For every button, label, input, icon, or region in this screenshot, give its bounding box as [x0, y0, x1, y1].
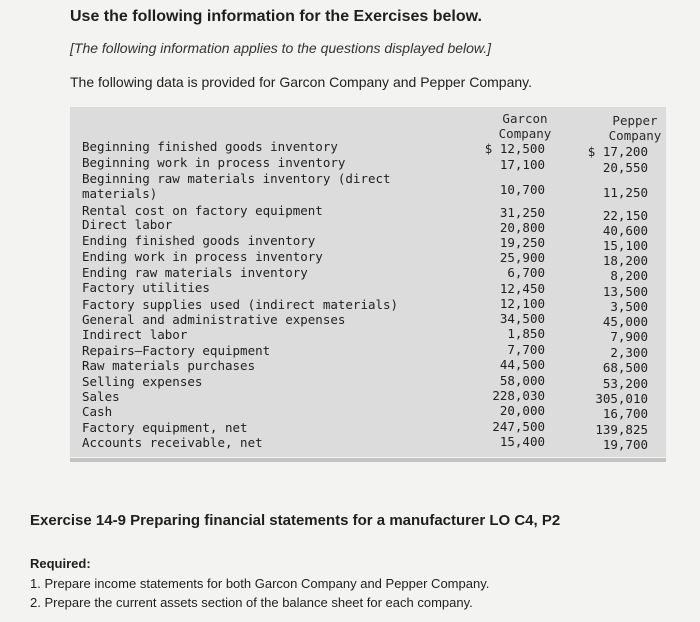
row-label: Direct labor: [82, 217, 173, 232]
data-table: [70, 107, 666, 457]
garcon-value: 10,700: [499, 182, 545, 197]
column-header-garcon: Garcon Company: [498, 111, 552, 141]
row-label: Ending work in process inventory: [82, 249, 323, 264]
row-label: Beginning finished goods inventory: [82, 139, 338, 154]
pepper-value: 7,900: [610, 329, 648, 344]
row-label: Factory equipment, net: [82, 420, 248, 435]
garcon-value: 7,700: [507, 342, 545, 357]
pepper-value: 139,825: [595, 422, 648, 437]
garcon-value: 12,450: [499, 281, 545, 296]
garcon-value: 12,100: [499, 296, 545, 311]
row-label: Repairs—Factory equipment: [82, 343, 271, 358]
row-label: Beginning work in process inventory: [82, 155, 346, 170]
garcon-value: 58,000: [499, 373, 545, 388]
page-heading: Use the following information for the Exercises below.: [70, 8, 482, 25]
pepper-value: 3,500: [610, 299, 648, 314]
pepper-value: 13,500: [602, 284, 648, 299]
garcon-value: 17,100: [499, 157, 545, 172]
pepper-value: 18,200: [602, 253, 648, 268]
garcon-value: 31,250: [499, 205, 545, 220]
row-label: Beginning raw materials inventory (direct materials): [82, 171, 391, 201]
requirement-2: 2. Prepare the current assets section of the balance sheet for each company.: [30, 595, 473, 610]
info-note: [The following information applies to the questions displayed below.]: [70, 40, 492, 56]
garcon-value: 19,250: [499, 235, 545, 250]
garcon-value: 15,400: [499, 434, 545, 449]
garcon-value: 1,850: [507, 326, 545, 341]
requirement-1: 1. Prepare income statements for both Garcon Company and Pepper Company.: [30, 576, 490, 591]
pepper-value: 45,000: [602, 314, 648, 329]
intro-text: The following data is provided for Garcon Company and Pepper Company.: [70, 74, 532, 90]
pepper-value: 15,100: [602, 238, 648, 253]
garcon-value: 20,800: [499, 220, 545, 235]
garcon-value: 20,000: [499, 403, 545, 418]
row-label: Selling expenses: [82, 374, 203, 389]
pepper-value: 16,700: [602, 406, 648, 421]
row-label: Raw materials purchases: [82, 358, 256, 373]
pepper-value: 19,700: [602, 437, 648, 452]
row-label: Rental cost on factory equipment: [82, 203, 323, 218]
pepper-value: 305,010: [595, 391, 648, 406]
pepper-value: 20,550: [602, 160, 648, 175]
row-label: Sales: [82, 389, 120, 404]
garcon-value: $ 12,500: [484, 141, 545, 156]
pepper-value: 68,500: [602, 360, 648, 375]
pepper-value: 11,250: [602, 185, 648, 200]
row-label: Factory supplies used (indirect materials): [82, 297, 399, 312]
row-label: Indirect labor: [82, 327, 188, 342]
pepper-value: 2,300: [610, 345, 648, 360]
garcon-value: 228,030: [492, 388, 545, 403]
garcon-value: 6,700: [507, 265, 545, 280]
pepper-value: 40,600: [602, 223, 648, 238]
row-label: General and administrative expenses: [82, 312, 346, 327]
garcon-value: 247,500: [492, 419, 545, 434]
row-label: Factory utilities: [82, 280, 210, 295]
row-label: Ending raw materials inventory: [82, 265, 308, 280]
exercise-title: Exercise 14-9 Preparing financial statements for a manufacturer LO C4, P2: [30, 512, 561, 529]
pepper-value: $ 17,200: [587, 144, 648, 159]
table-bottom-border: [70, 458, 666, 462]
required-label: Required:: [30, 556, 91, 571]
pepper-value: 8,200: [610, 268, 648, 283]
row-label: Cash: [82, 404, 113, 419]
pepper-value: 22,150: [602, 208, 648, 223]
row-label: Ending finished goods inventory: [82, 233, 316, 248]
garcon-value: 34,500: [499, 311, 545, 326]
column-header-pepper: Pepper Company: [608, 113, 662, 143]
garcon-value: 44,500: [499, 357, 545, 372]
pepper-value: 53,200: [602, 376, 648, 391]
row-label: Accounts receivable, net: [82, 435, 263, 450]
garcon-value: 25,900: [499, 250, 545, 265]
